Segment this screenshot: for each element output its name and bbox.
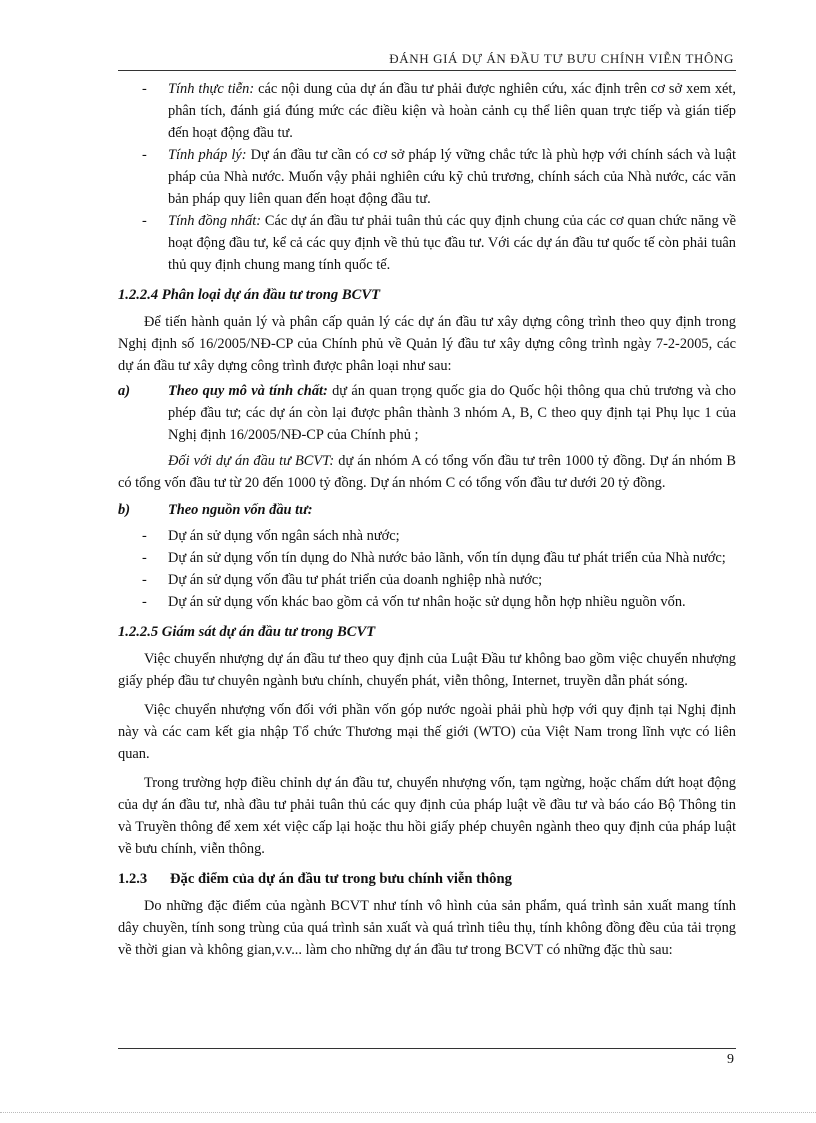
funding-list [118, 525, 736, 613]
dash-bullet: - [142, 147, 147, 163]
dash-bullet: - [142, 81, 147, 97]
dash-bullet: - [142, 550, 147, 566]
list-item [118, 144, 736, 210]
item-text: Dự án sử dụng vốn tín dụng do Nhà nước bảo lãnh, vốn tín dụng đầu tư phát triển của Nhà nước; [168, 550, 726, 566]
paragraph: Trong trường hợp điều chỉnh dự án đầu tư, chuyển nhượng vốn, tạm ngừng, hoặc chấm dứt hoạt động của dự án đầu tư, nhà đầu tư phải tuân thủ các quy định của pháp luật về đầu tư và báo cáo Bộ Thông tin và Truyền thông để xem xét việc cấp lại hoặc thu hồi giấy phép chuyên ngành theo quy định của pháp luật về bưu chính, viễn thông. [118, 775, 736, 857]
subsection-label: Theo nguồn vốn đầu tư: [168, 502, 313, 518]
list-item [118, 569, 736, 591]
page-number: 9 [727, 1052, 734, 1067]
bcvt-text: dự án nhóm A có tổng vốn đầu tư trên 1000 tỷ đồng. Dự án nhóm B có tổng vốn đầu tư từ 20 đến 1000 tỷ đồng. Dự án nhóm C có tổng vốn đầu tư dưới 20 tỷ đồng. [118, 453, 736, 491]
dash-bullet: - [142, 594, 147, 610]
header-rule [118, 70, 736, 71]
item-text: các nội dung của dự án đầu tư phải được nghiên cứu, xác định trên cơ sở xem xét, phân tích, đánh giá đúng mức các điều kiện và hoàn cảnh cụ thể liên quan trực tiếp và gián tiếp đến hoạt động đầu tư. [168, 81, 736, 141]
footer-rule [118, 1048, 736, 1049]
dash-bullet: - [142, 572, 147, 588]
item-text: Dự án sử dụng vốn khác bao gồm cả vốn tư nhân hoặc sử dụng hỗn hợp nhiều nguồn vốn. [168, 594, 686, 610]
section-1224-intro: Để tiến hành quản lý và phân cấp quản lý các dự án đầu tư xây dựng công trình theo quy định trong Nghị định số 16/2005/NĐ-CP của Chính phủ về Quản lý đầu tư xây dựng công trình ngày 7-2-2005, các dự án đầu tư xây dựng công trình được phân loại như sau: [118, 314, 736, 374]
subsection-marker: b) [118, 502, 130, 518]
item-text: Các dự án đầu tư phải tuân thủ các quy định chung của các cơ quan chức năng về hoạt động đầu tư, kể cả các quy định về thủ tục đầu tư. Với các dự án đầu tư quốc tế còn phải tuân thủ quy định chung mang tính quốc tế. [168, 213, 737, 273]
section-heading-1225: 1.2.2.5 Giám sát dự án đầu tư trong BCVT [118, 624, 376, 640]
item-text: Dự án đầu tư cần có cơ sở pháp lý vững chắc tức là phù hợp với chính sách và luật pháp của Nhà nước. Muốn vậy phải nghiên cứu kỹ chủ trương, chính sách của Nhà nước, các văn bản pháp quy liên quan đến hoạt động đầu tư. [168, 147, 737, 207]
subsection-a [118, 380, 736, 446]
page-body [118, 78, 736, 968]
section-heading-123 [118, 868, 736, 890]
item-label: Tính đồng nhất: [168, 213, 262, 229]
subsection-b [118, 499, 736, 521]
dash-bullet: - [142, 213, 147, 229]
item-label: Tính pháp lý: [168, 147, 247, 163]
list-item [118, 525, 736, 547]
section-number: 1.2.3 [118, 871, 148, 887]
paragraph: Việc chuyển nhượng vốn đối với phần vốn góp nước ngoài phải phù hợp với quy định tại Nghị định này và các cam kết gia nhập Tổ chức Thương mại thế giới (WTO) của Việt Nam trong lĩnh vực có liên quan. [118, 702, 736, 762]
item-text: Dự án sử dụng vốn ngân sách nhà nước; [168, 528, 400, 544]
intro-list [118, 78, 736, 276]
item-text: Dự án sử dụng vốn đầu tư phát triển của doanh nghiệp nhà nước; [168, 572, 543, 588]
list-item [118, 78, 736, 144]
list-item [118, 210, 736, 276]
section-heading-1224: 1.2.2.4 Phân loại dự án đầu tư trong BCVT [118, 287, 380, 303]
paragraph: Việc chuyển nhượng dự án đầu tư theo quy định của Luật Đầu tư không bao gồm việc chuyển nhượng giấy phép đầu tư chuyên ngành bưu chính, chuyển phát, viễn thông, Internet, truyền dẫn phát sóng. [118, 651, 736, 689]
running-header: ĐÁNH GIÁ DỰ ÁN ĐẦU TƯ BƯU CHÍNH VIỄN THÔNG [389, 51, 734, 66]
subsection-text: dự án quan trọng quốc gia do Quốc hội thông qua chủ trương và cho phép đầu tư; các dự án còn lại được phân thành 3 nhóm A, B, C theo quy định tại Phụ lục 1 của Nghị định 16/2005/NĐ-CP của Chính phủ ; [168, 383, 736, 443]
page-break-line [0, 1112, 816, 1113]
section-title: Đặc điểm của dự án đầu tư trong bưu chính viễn thông [170, 871, 512, 887]
bcvt-paragraph [118, 450, 736, 494]
list-item [118, 591, 736, 613]
subsection-label: Theo quy mô và tính chất: [168, 383, 328, 399]
paragraph: Do những đặc điểm của ngành BCVT như tính vô hình của sản phẩm, quá trình sản xuất mang tính dây chuyền, tính song trùng của quá trình sản xuất và quá trình tiêu thụ, tính không đồng đều của tải trọng về thời gian và không gian,v.v... làm cho những dự án đầu tư trong BCVT có những đặc thù sau: [118, 898, 736, 958]
bcvt-label: Đối với dự án đầu tư BCVT: [168, 453, 335, 469]
subsection-marker: a) [118, 383, 130, 399]
dash-bullet: - [142, 528, 147, 544]
list-item [118, 547, 736, 569]
item-label: Tính thực tiễn: [168, 81, 255, 97]
